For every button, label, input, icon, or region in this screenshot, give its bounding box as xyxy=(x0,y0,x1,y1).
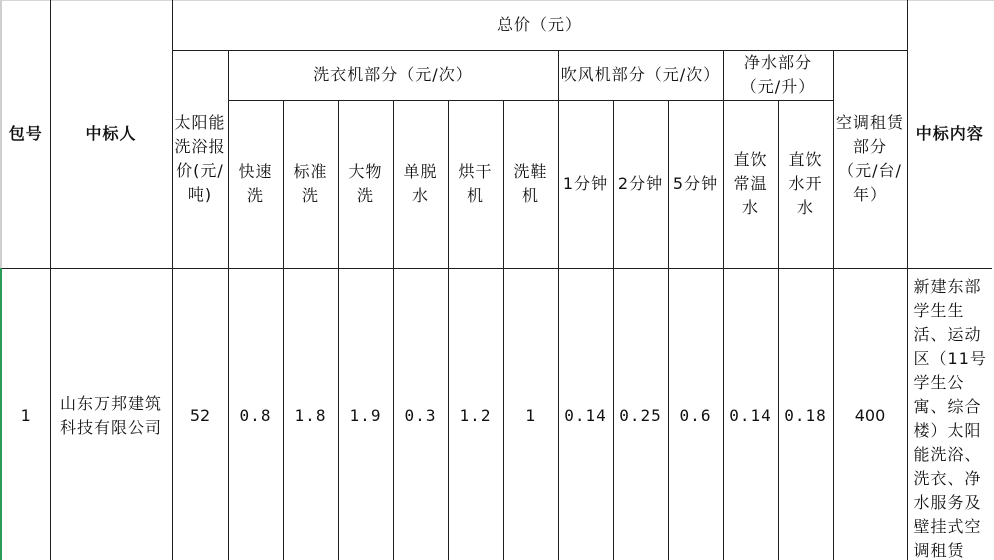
header-washer-large: 大物洗 xyxy=(338,100,393,268)
header-solar-bath-price: 太阳能洗浴报价(元/吨) xyxy=(172,50,228,268)
cell-washer-shoe: 1 xyxy=(503,268,558,560)
cell-washer-large: 1.9 xyxy=(338,268,393,560)
cell-washer-dryer: 1.2 xyxy=(448,268,503,560)
cell-washer-standard: 1.8 xyxy=(283,268,338,560)
header-washer-standard: 标准洗 xyxy=(283,100,338,268)
cell-dryer-2min: 0.25 xyxy=(613,268,668,560)
header-content: 中标内容 xyxy=(907,0,992,268)
header-washer-shoe: 洗鞋机 xyxy=(503,100,558,268)
cell-water-room-temp: 0.14 xyxy=(723,268,778,560)
header-ac-rental: 空调租赁部分（元/台/年） xyxy=(833,50,907,268)
header-washer-quick: 快速洗 xyxy=(228,100,283,268)
cell-water-boiled: 0.18 xyxy=(778,268,833,560)
table-row xyxy=(2,268,992,560)
header-dryer-2min: 2分钟 xyxy=(613,100,668,268)
bid-price-table xyxy=(2,0,992,560)
header-washer-dryer: 烘干机 xyxy=(448,100,503,268)
header-total-price: 总价（元） xyxy=(172,0,907,50)
cell-dryer-5min: 0.6 xyxy=(668,268,723,560)
cell-package-no: 1 xyxy=(2,268,50,560)
header-washer-section: 洗衣机部分（元/次） xyxy=(228,50,558,100)
header-washer-spin: 单脱水 xyxy=(393,100,448,268)
header-winner: 中标人 xyxy=(50,0,172,268)
cell-solar-bath: 52 xyxy=(172,268,228,560)
header-dryer-1min: 1分钟 xyxy=(558,100,613,268)
cell-content: 新建东部学生生活、运动区（11号学生公寓、综合楼）太阳能洗浴、洗衣、净水服务及壁挂式空调租赁 xyxy=(907,268,992,560)
cell-ac-rental: 400 xyxy=(833,268,907,560)
header-water-section: 净水部分（元/升） xyxy=(723,50,833,100)
cell-washer-quick: 0.8 xyxy=(228,268,283,560)
header-water-room-temp: 直饮常温水 xyxy=(723,100,778,268)
header-dryer-section: 吹风机部分（元/次） xyxy=(558,50,723,100)
cell-winner: 山东万邦建筑科技有限公司 xyxy=(50,268,172,560)
cell-washer-spin: 0.3 xyxy=(393,268,448,560)
header-dryer-5min: 5分钟 xyxy=(668,100,723,268)
cell-dryer-1min: 0.14 xyxy=(558,268,613,560)
header-package-no: 包号 xyxy=(2,0,50,268)
header-water-boiled: 直饮水开水 xyxy=(778,100,833,268)
